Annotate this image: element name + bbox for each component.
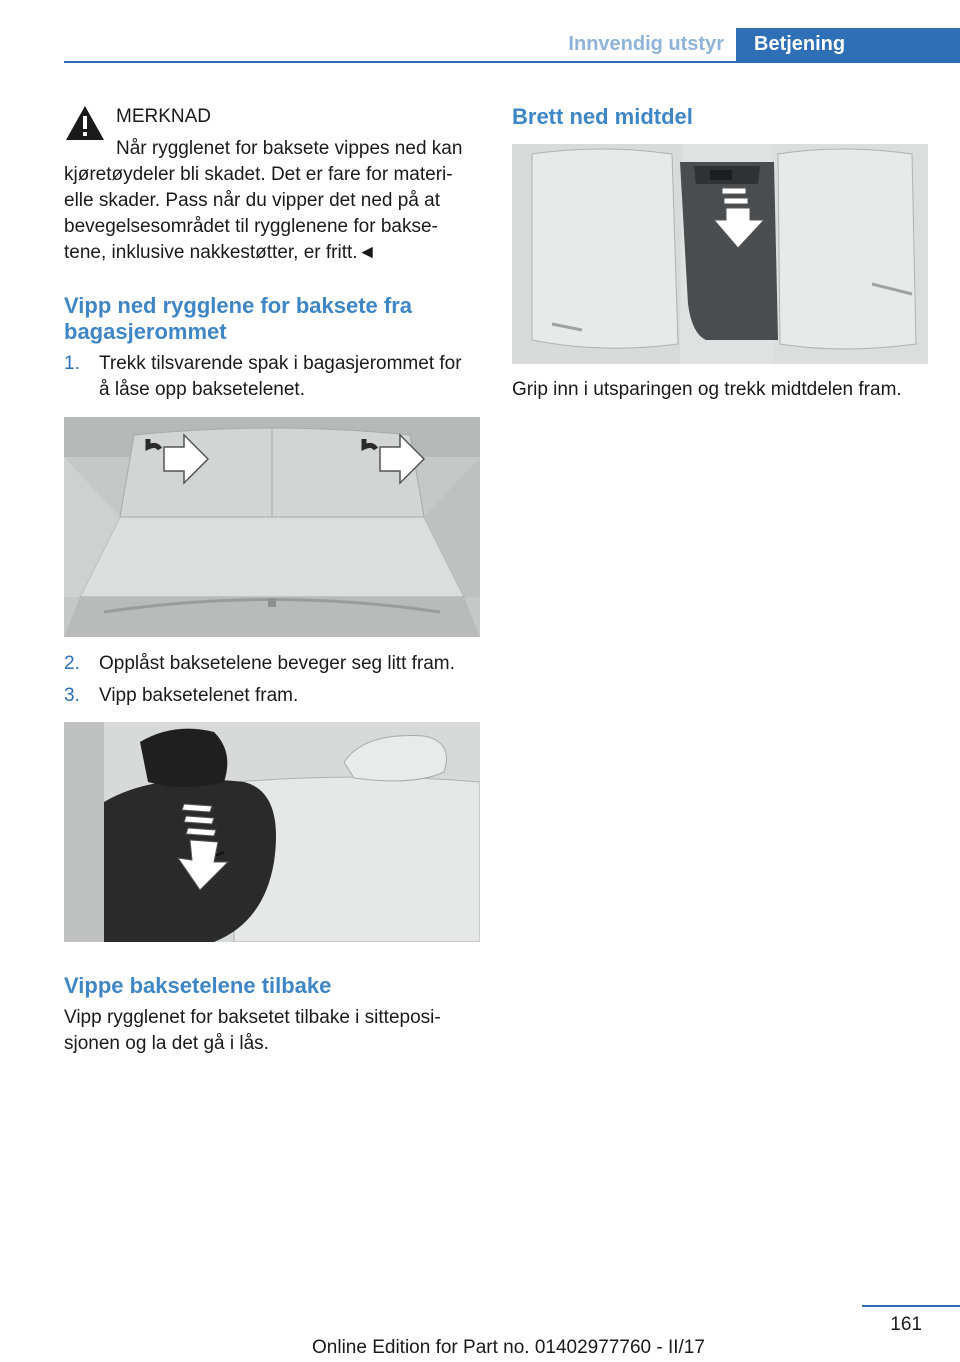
step-text: Opplåst baksetelene beveger seg litt fram. (99, 653, 455, 674)
step-number: 1. (64, 353, 80, 374)
step-number: 3. (64, 685, 80, 706)
section-heading: Brett ned midtdel (512, 104, 693, 129)
header-chapter-tab: Betjening (736, 28, 960, 61)
body-text: Vipp rygglenet for baksetet tilbake i sitteposi- (64, 1007, 441, 1028)
note-title: MERKNAD (116, 106, 212, 127)
page-rule (862, 1305, 960, 1307)
section-heading: Vippe baksetelene tilbake (64, 973, 332, 998)
note-line: elle skader. Pass når du vipper det ned på at (64, 190, 441, 211)
header-rule (64, 61, 960, 63)
note-line: tene, inklusive nakkestøtter, er fritt.◄ (64, 242, 377, 263)
body-text: sjonen og la det gå i lås. (64, 1033, 269, 1054)
figure-caption: Grip inn i utsparingen og trekk midtdelen fram. (512, 379, 902, 400)
warning-icon (64, 104, 106, 142)
step-text: Vipp baksetelenet fram. (99, 685, 299, 706)
section-heading: Vipp ned rygglene for baksete fra (64, 293, 413, 318)
note-line: Når rygglenet for baksete vippes ned kan (116, 138, 463, 159)
step-number: 2. (64, 653, 80, 674)
edition-footer: Online Edition for Part no. 01402977760 - II/17 (312, 1337, 705, 1358)
note-line: kjøretøydeler bli skadet. Det er fare for materi- (64, 164, 453, 185)
step-text: å låse opp baksetelenet. (99, 379, 305, 400)
trunk-release-illustration (64, 417, 480, 637)
page-number: 161 (890, 1314, 922, 1335)
center-armrest-illustration (512, 144, 928, 364)
section-heading: bagasjerommet (64, 319, 227, 344)
seat-fold-illustration (64, 722, 480, 942)
note-line: bevegelsesområdet til rygglenene for bakse- (64, 216, 438, 237)
step-text: Trekk tilsvarende spak i bagasjerommet for (99, 353, 462, 374)
header-section-label: Innvendig utstyr (568, 33, 724, 55)
